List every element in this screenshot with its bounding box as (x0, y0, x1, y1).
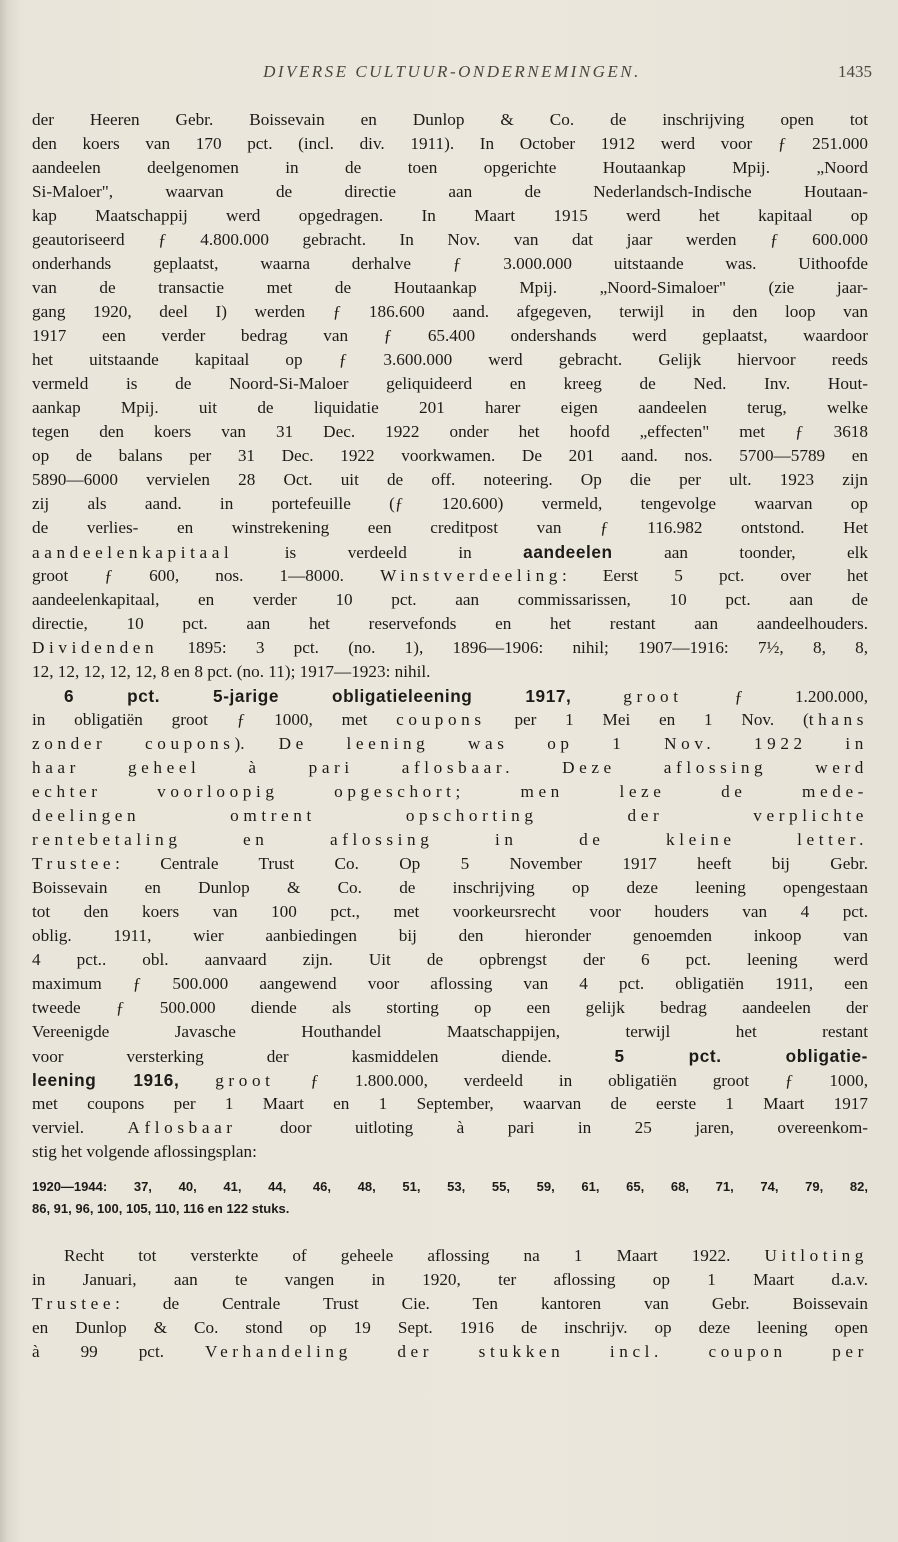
redemption-schedule-line: 86, 91, 96, 100, 105, 110, 116 en 122 stuks. (32, 1201, 290, 1216)
text-line-dividenden: Dividenden 1895: 3 pct. (no. 1), 1896—1906: nihil; 1907—1916: 7½, 8, 8, (32, 638, 868, 657)
paragraph-gap (32, 1230, 868, 1244)
text-line: in Januari, aan te vangen in 1920, ter aflossing op 1 Maart d.a.v. (32, 1270, 868, 1289)
bold-term-aandeelen: aandeelen (523, 542, 613, 562)
spaced-term-trustee: Trustee (32, 1294, 116, 1313)
text-line: geautoriseerd ƒ 4.800.000 gebracht. In Nov. van dat jaar werden ƒ 600.000 (32, 230, 868, 249)
text-line-trustee: Trustee: Centrale Trust Co. Op 5 November 1917 heeft bij Gebr. (32, 854, 868, 873)
text-line: zonder coupons). De leening was op 1 Nov. 1922 in (32, 734, 868, 753)
loan-1916-heading-a: 5 pct. obligatie- (614, 1046, 868, 1066)
text-line: de verlies- en winstrekening een creditpost van ƒ 116.982 ontstond. Het (32, 518, 868, 537)
text-line: aandeelenkapitaal, en verder 10 pct. aan commissarissen, 10 pct. aan de (32, 590, 868, 609)
text-line-uitloting: Recht tot versterkte of geheele aflossing na 1 Maart 1922. Uitloting (64, 1246, 868, 1265)
text-line: directie, 10 pct. aan het reservefonds en het restant aan aandeelhouders. (32, 614, 868, 633)
body-text (32, 108, 868, 1364)
text-line: het uitstaande kapitaal op ƒ 3.600.000 werd gebracht. Gelijk hiervoor reeds (32, 350, 868, 369)
text-line: den koers van 170 pct. (incl. div. 1911). In October 1912 werd voor ƒ 251.000 (32, 134, 868, 153)
text-line: stig het volgende aflossingsplan: (32, 1142, 257, 1161)
loan-1916-heading-b: leening 1916, (32, 1070, 180, 1090)
text-line-aflosbaar: verviel. Aflosbaar door uitloting à pari in 25 jaren, overeenkom- (32, 1118, 868, 1137)
text-line: met coupons per 1 Maart en 1 September, waarvan de eerste 1 Maart 1917 (32, 1094, 868, 1113)
text-line: kap Maatschappij werd opgedragen. In Maart 1915 werd het kapitaal op (32, 206, 868, 225)
running-title: DIVERSE CULTUUR-ONDERNEMINGEN. (263, 62, 641, 81)
text-line: vermeld is de Noord-Si-Maloer geliquideerd en kreeg de Ned. Inv. Hout- (32, 374, 868, 393)
text-line: en Dunlop & Co. stond op 19 Sept. 1916 de inschrijv. op deze leening open (32, 1318, 868, 1337)
text-line: tot den koers van 100 pct., met voorkeursrecht voor houders van 4 pct. (32, 902, 868, 921)
spaced-term-trustee: Trustee (32, 854, 116, 873)
spaced-term-verhandeling: Verhandeling der stukken incl. coupon per (204, 1342, 868, 1361)
spaced-term-aflosbaar: Aflosbaar (127, 1118, 237, 1137)
text-line: der Heeren Gebr. Boissevain en Dunlop & Co. de inschrijving open tot (32, 110, 868, 129)
loan-1917-heading-line: 6 pct. 5-jarige obligatieleening 1917, groot ƒ 1.200.000, (64, 686, 869, 706)
spaced-term-aandeelenkapitaal: aandeelenkapitaal (32, 543, 234, 562)
text-line: 4 pct.. obl. aanvaard zijn. Uit de opbrengst der 6 pct. leening werd (32, 950, 868, 969)
text-line: oblig. 1911, wier aanbiedingen bij den hieronder genoemden inkoop van (32, 926, 868, 945)
text-line: Si-Maloer", waarvan de directie aan de Nederlandsch-Indische Houtaan- (32, 182, 868, 201)
redemption-schedule (32, 1176, 868, 1220)
text-line: leening 1916, groot ƒ 1.800.000, verdeeld in obligatiën groot ƒ 1000, (32, 1070, 868, 1090)
text-line: van de transactie met de Houtaankap Mpij. „Noord-Simaloer" (zie jaar- (32, 278, 868, 297)
text-line-verhandeling: à 99 pct. Verhandeling der stukken incl. coupon per (32, 1342, 868, 1361)
text-line: gang 1920, deel I) werden ƒ 186.600 aand. afgegeven, terwijl in den loop van (32, 302, 868, 321)
text-line: 1917 een verder bedrag van ƒ 65.400 ondershands werd geplaatst, waardoor (32, 326, 868, 345)
text-line: 5890—6000 vervielen 28 Oct. uit de off. noteering. Op die per ult. 1923 zijn (32, 470, 868, 489)
text-line: Boissevain en Dunlop & Co. de inschrijving op deze leening opengestaan (32, 878, 868, 897)
text-line: haar geheel à pari aflosbaar. Deze aflossing werd (32, 758, 868, 777)
text-line: maximum ƒ 500.000 aangewend voor aflossing van 4 pct. obligatiën 1911, een (32, 974, 868, 993)
text-line: in obligatiën groot ƒ 1000, met coupons per 1 Mei en 1 Nov. (thans (32, 710, 869, 729)
text-line: op de balans per 31 Dec. 1922 voorkwamen. De 201 aand. nos. 5700—5789 en (32, 446, 868, 465)
text-line: deelingen omtrent opschorting der verplichte (32, 806, 868, 825)
text-line: onderhands geplaatst, waarna derhalve ƒ 3.000.000 uitstaande was. Uithoofde (32, 254, 868, 273)
text-line: 12, 12, 12, 12, 12, 8 en 8 pct. (no. 11); 1917—1923: nihil. (32, 662, 431, 681)
loan-1916-heading-line: voor versterking der kasmiddelen diende. 5 pct. obligatie- (32, 1046, 868, 1066)
text-line-kapitaal: aandeelenkapitaal is verdeeld in aandeelen aan toonder, elk (32, 542, 868, 562)
loan-1917-heading: 6 pct. 5-jarige obligatieleening 1917, (64, 686, 572, 706)
spaced-term-uitloting: Uitloting (764, 1246, 868, 1265)
text-line: tegen den koers van 31 Dec. 1922 onder het hoofd „effecten" met ƒ 3618 (32, 422, 868, 441)
spaced-term-winstverdeeling: Winstverdeeling (380, 566, 562, 585)
spaced-term-dividenden: Dividenden (32, 638, 159, 657)
text-line: tweede ƒ 500.000 diende als storting op een gelijk bedrag aandeelen der (32, 998, 868, 1017)
text-line: zij als aand. in portefeuille (ƒ 120.600) vermeld, tengevolge waarvan op (32, 494, 868, 513)
text-line: rentebetaling en aflossing in de kleine letter. (32, 830, 868, 849)
text-line-trustee: Trustee: de Centrale Trust Cie. Ten kantoren van Gebr. Boissevain (32, 1294, 868, 1313)
redemption-schedule-line: 1920—1944: 37, 40, 41, 44, 46, 48, 51, 53, 55, 59, 61, 65, 68, 71, 74, 79, 82, (32, 1179, 868, 1194)
page-number: 1435 (838, 62, 872, 81)
text-line: aandeelen deelgenomen in de toen opgerichte Houtaankap Mpij. „Noord (32, 158, 868, 177)
text-line-winstverdeeling: groot ƒ 600, nos. 1—8000. Winstverdeeling: Eerst 5 pct. over het (32, 566, 868, 585)
text-line: aankap Mpij. uit de liquidatie 201 harer eigen aandeelen terug, welke (32, 398, 868, 417)
text-line: echter voorloopig opgeschort; men leze de mede- (32, 782, 868, 801)
text-line: Vereenigde Javasche Houthandel Maatschappijen, terwijl het restant (32, 1022, 868, 1041)
page-header (32, 62, 872, 88)
